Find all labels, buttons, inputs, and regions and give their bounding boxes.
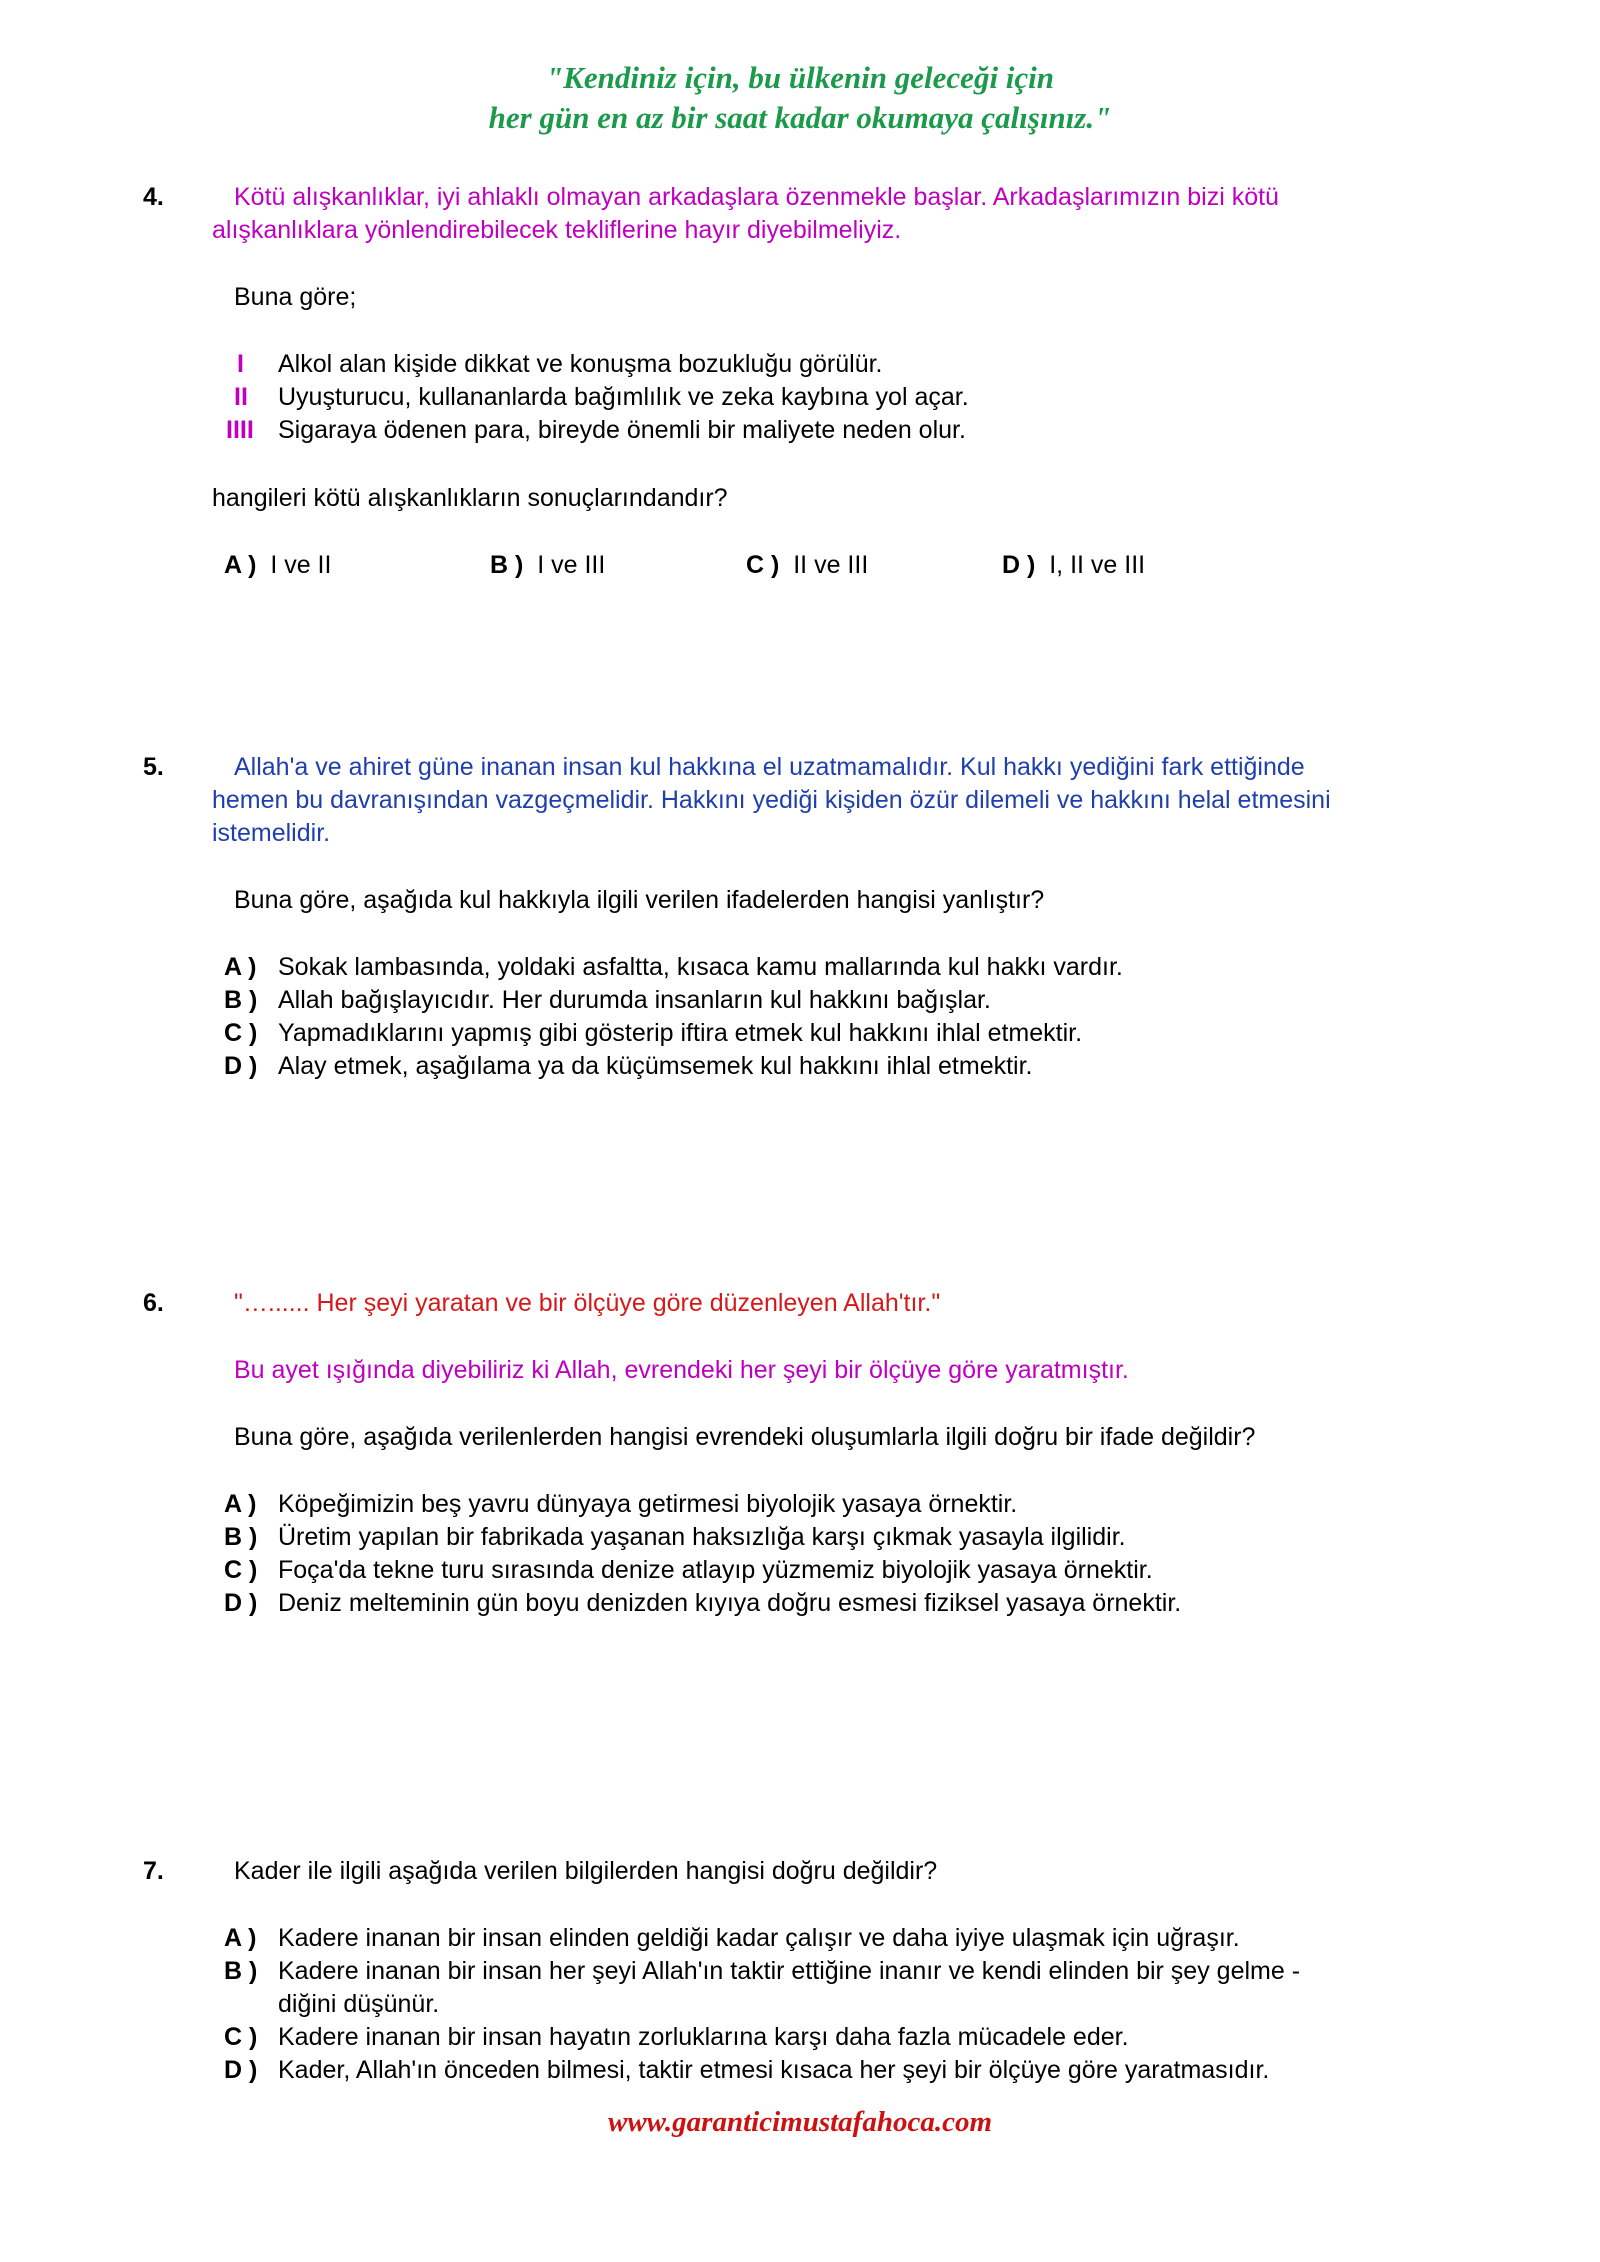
option-text-c[interactable]: Yapmadıklarını yapmış gibi gösterip iftira etmek kul hakkını ihlal etmektir.: [278, 1019, 1083, 1047]
option-text: I, II ve III: [1049, 551, 1146, 579]
option-text-d[interactable]: Deniz melteminin gün boyu denizden kıyıya doğru esmesi fiziksel yasaya örnektir.: [278, 1589, 1182, 1617]
option-letter-b[interactable]: B ): [224, 986, 258, 1014]
option-letter-d[interactable]: D ): [224, 1589, 258, 1617]
question-prompt: Buna göre, aşağıda kul hakkıyla ilgili verilen ifadelerden hangisi yanlıştır?: [234, 886, 1045, 914]
option-letter: A ): [224, 551, 257, 579]
question-text-line-2: hemen bu davranışından vazgeçmelidir. Hakkını yediği kişiden özür dilemeli ve hakkını helal etmesini: [212, 786, 1331, 814]
question-number: 5.: [143, 753, 164, 781]
option-letter-c[interactable]: C ): [224, 2023, 258, 2051]
option-letter-d[interactable]: D ): [224, 1052, 258, 1080]
option-text-a[interactable]: Kadere inanan bir insan elinden geldiği kadar çalışır ve daha iyiye ulaşmak için uğraşır.: [278, 1924, 1240, 1952]
page-header-quote: [0, 58, 1600, 138]
option-text-d[interactable]: Kader, Allah'ın önceden bilmesi, taktir etmesi kısaca her şeyi bir ölçüye göre yaratmasıdır.: [278, 2056, 1270, 2084]
option-text-b[interactable]: Kadere inanan bir insan her şeyi Allah'ın taktir ettiğine inanır ve kendi elinden bir şey gelme -: [278, 1957, 1301, 1985]
option-letter: D ): [1002, 551, 1036, 579]
answer-option-a[interactable]: [224, 549, 331, 582]
option-text: I ve II: [270, 551, 332, 579]
option-letter: B ): [490, 551, 524, 579]
question-prompt: hangileri kötü alışkanlıkların sonuçlarındandır?: [212, 484, 728, 512]
option-letter-c[interactable]: C ): [224, 1019, 258, 1047]
option-text-c[interactable]: Foça'da tekne turu sırasında denize atlayıp yüzmemiz biyolojik yasaya örnektir.: [278, 1556, 1153, 1584]
roman-numeral: I: [237, 350, 244, 378]
answer-option-b[interactable]: [490, 549, 605, 582]
option-text-c[interactable]: Kadere inanan bir insan hayatın zorluklarına karşı daha fazla mücadele eder.: [278, 2023, 1129, 2051]
header-quote-line-2: her gün en az bir saat kadar okumaya çalışınız.": [488, 100, 1112, 135]
roman-numeral: II: [234, 383, 248, 411]
question-number: 4.: [143, 183, 164, 211]
option-text-b[interactable]: Üretim yapılan bir fabrikada yaşanan haksızlığa karşı çıkmak yasayla ilgilidir.: [278, 1523, 1126, 1551]
roman-numeral: IIII: [226, 416, 254, 444]
option-letter-b[interactable]: B ): [224, 1957, 258, 1985]
option-letter-d[interactable]: D ): [224, 2056, 258, 2084]
option-text-b[interactable]: Allah bağışlayıcıdır. Her durumda insanların kul hakkını bağışlar.: [278, 986, 991, 1014]
header-quote-line-1: "Kendiniz için, bu ülkenin geleceği için: [545, 60, 1055, 95]
option-text-b-continued[interactable]: diğini düşünür.: [278, 1990, 440, 2018]
question-number: 6.: [143, 1289, 164, 1317]
question-text: Bu ayet ışığında diyebiliriz ki Allah, evrendeki her şeyi bir ölçüye göre yaratmıştır.: [234, 1356, 1129, 1384]
option-text-a[interactable]: Köpeğimizin beş yavru dünyaya getirmesi biyolojik yasaya örnektir.: [278, 1490, 1018, 1518]
option-letter-a[interactable]: A ): [224, 953, 257, 981]
statement-text: Uyuşturucu, kullananlarda bağımlılık ve zeka kaybına yol açar.: [278, 383, 969, 411]
option-letter-b[interactable]: B ): [224, 1523, 258, 1551]
question-text-line-2: alışkanlıklara yönlendirebilecek tekliflerine hayır diyebilmeliyiz.: [212, 216, 902, 244]
question-text-line-1: Kötü alışkanlıklar, iyi ahlaklı olmayan arkadaşlara özenmekle başlar. Arkadaşlarımızın bizi kötü: [234, 183, 1279, 211]
question-text-line-3: istemelidir.: [212, 819, 331, 847]
verse-quote: "…...... Her şeyi yaratan ve bir ölçüye göre düzenleyen Allah'tır.": [234, 1289, 941, 1317]
option-letter-a[interactable]: A ): [224, 1490, 257, 1518]
option-letter: C ): [746, 551, 780, 579]
question-prompt: Buna göre, aşağıda verilenlerden hangisi evrendeki oluşumlarla ilgili doğru bir ifade değildir?: [234, 1423, 1256, 1451]
footer-website-link[interactable]: www.garanticimustafahoca.com: [607, 2106, 993, 2138]
option-text-d[interactable]: Alay etmek, aşağılama ya da küçümsemek kul hakkını ihlal etmektir.: [278, 1052, 1033, 1080]
option-letter-c[interactable]: C ): [224, 1556, 258, 1584]
question-prompt: Kader ile ilgili aşağıda verilen bilgilerden hangisi doğru değildir?: [234, 1857, 938, 1885]
option-letter-a[interactable]: A ): [224, 1924, 257, 1952]
option-text: I ve III: [537, 551, 606, 579]
statement-text: Alkol alan kişide dikkat ve konuşma bozukluğu görülür.: [278, 350, 883, 378]
question-text-line-1: Allah'a ve ahiret güne inanan insan kul hakkına el uzatmamalıdır. Kul hakkı yediğini fark ettiğinde: [234, 753, 1305, 781]
option-text-a[interactable]: Sokak lambasında, yoldaki asfaltta, kısaca kamu mallarında kul hakkı vardır.: [278, 953, 1123, 981]
answer-option-c[interactable]: [746, 549, 868, 582]
question-number: 7.: [143, 1857, 164, 1885]
option-text: II ve III: [793, 551, 869, 579]
statement-text: Sigaraya ödenen para, bireyde önemli bir maliyete neden olur.: [278, 416, 966, 444]
answer-option-d[interactable]: [1002, 549, 1145, 582]
question-lead: Buna göre;: [234, 283, 357, 311]
